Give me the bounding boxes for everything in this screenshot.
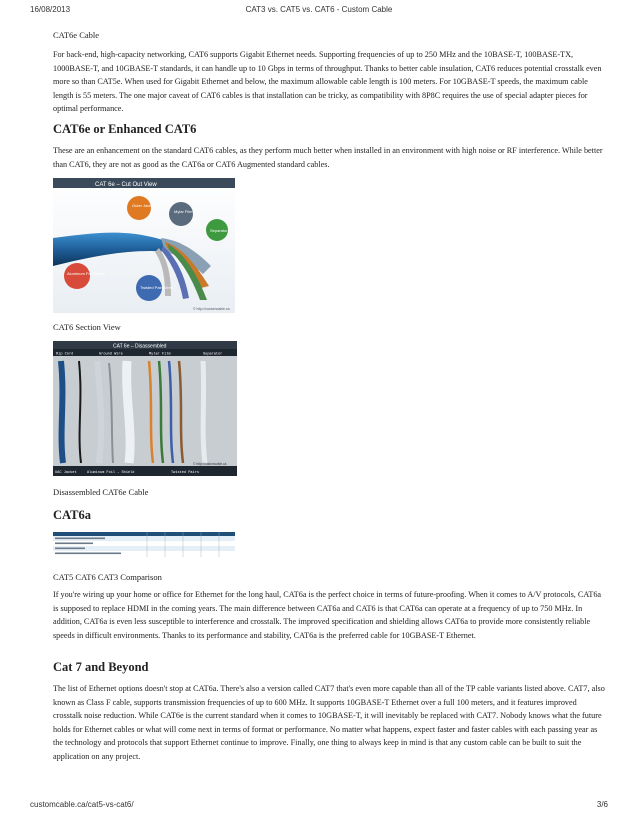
cat6e-cutout-image (53, 178, 235, 313)
page-title: CAT3 vs. CAT5 vs. CAT6 - Custom Cable (245, 5, 393, 14)
cat6e-disassembled-image (53, 341, 237, 476)
cutout-watermark: © http://customcable.ca (193, 307, 230, 311)
label-aluminum-foil: Aluminum Foil Shield (67, 271, 105, 276)
comparison-table-thumbnail (53, 532, 235, 557)
paragraph-cat6: For back-end, high-capacity networking, CAT6 supports Gigabit Ethernet needs. Supporting frequencies of up to 250 MHz and the 10BASE-T, 100BASE-TX, 1000BASE-T, and 10GBASE-T standards, it can handle up to 10 Gbps in terms of throughput. Thanks to better cable insulation, CAT6 reduces potential crosstalk even more so than CAT5e. When used for Gigabit Ethernet and below, the maximum allowable cable length is 100 meters. For 10GBASE-T speeds, the maximum cable length is 55 meters. The one major caveat of CAT6 cables is that installation can be tricky, as compatibility with 8P8C requires the use of special adapter pieces for optimal performance. (53, 50, 602, 114)
caption-comparison: CAT5 CAT6 CAT3 Comparison (53, 572, 162, 582)
label-uac-jacket: UAC Jacket (55, 471, 77, 475)
cutout-illustration (53, 178, 235, 313)
disassembled-photo (53, 341, 237, 476)
label-aluminum-foil-shield: Aluminum Foil – Shield (87, 471, 135, 475)
paragraph-cat6a: If you're wiring up your home or office for Ethernet for the long haul, CAT6a is the perfect choice in terms of future-proofing. When it comes to A/V protocols, CAT6a is supposed to replace HDMI in the coming years. The main difference between CAT6a and CAT6 is that CAT6a can operate at a frequency of up to 750 MHz. In addition, CAT6a is even less susceptible to interference and crosstalk. The improved specification and shielding allows CAT6a to provide more consistently reliable speeds in difficult environments. Thanks to its performance and stability, CAT6a is the preferred cable for 10GBASE-T Ethernet. (53, 590, 602, 640)
caption-section-view: CAT6 Section View (53, 322, 121, 332)
disassembled-watermark: © http://customcable.ca (193, 462, 227, 466)
label-mylar-film: Mylar Film (174, 209, 193, 214)
page-url: customcable.ca/cat5-vs-cat6/ (30, 800, 134, 809)
paragraph-cat6e: These are an enhancement on the standard CAT6 cables, as they perform much better when installed in an environment with high noise or RF interference. While better than CAT6, they are not as good as the CAT6a or CAT6 Augmented standard cables. (53, 146, 603, 169)
print-date: 16/08/2013 (30, 5, 71, 14)
label-ground-wire: Ground Wire (99, 352, 123, 357)
heading-cat6e: CAT6e or Enhanced CAT6 (53, 122, 197, 136)
heading-cat6a: CAT6a (53, 508, 91, 522)
label-separator-2: Separator (203, 352, 223, 357)
label-mylar-film-2: Mylar Film (149, 352, 171, 357)
page-number: 3/6 (596, 800, 608, 809)
disassembled-title: CAT 6e – Disassembled (113, 343, 167, 350)
cutout-title: CAT 6e – Cut Out View (95, 182, 157, 188)
label-twisted-pairs: Twisted Pairs (171, 471, 200, 475)
heading-cat7: Cat 7 and Beyond (53, 660, 149, 674)
page-header (0, 5, 638, 17)
comparison-table-image (53, 532, 235, 557)
label-separator: Separator (210, 228, 228, 233)
page-footer (0, 800, 638, 812)
caption-cat6e-cable: CAT6e Cable (53, 30, 100, 40)
paragraph-cat7: The list of Ethernet options doesn't stop at CAT6a. There's also a version called CAT7 that's even more capable than all of the TP cable variants listed above. CAT7, also known as Class F cable, supports transmission frequencies of up to 600 MHz. It supports 10GBASE-T Ethernet over a full 100 meters, and it features improved crosstalk noise reduction. While CAT6e is the current standard when it comes to 10GBASE-T, it will inevitably be replaced with CAT7. Nobody knows what the future holds for Ethernet cables or what will come next in terms of format or performance. No matter what happens, expect faster and faster cables with each passing year as the technology and protocols that support Ethernet continue to improve. Finally, one thing to always keep in mind is that any custom cable can be built to suit the application on any project. (53, 684, 605, 761)
caption-disassembled: Disassembled CAT6e Cable (53, 487, 149, 497)
label-twisted-pair: Twisted Pair Wires (140, 285, 174, 290)
label-outer-jacket: Outer Jacket (132, 203, 155, 208)
label-rip-cord: Rip Cord (56, 352, 74, 357)
